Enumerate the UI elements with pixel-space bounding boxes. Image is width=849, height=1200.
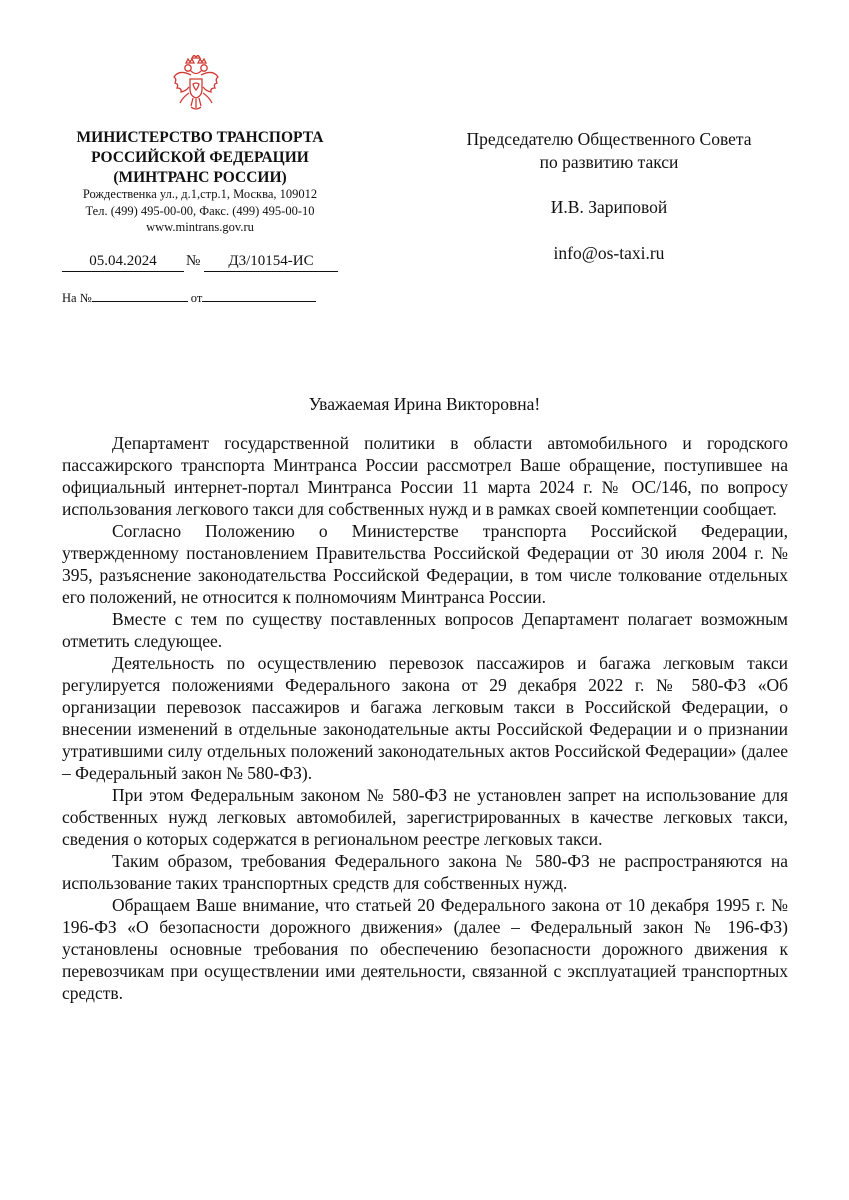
- ministry-line: РОССИЙСКОЙ ФЕДЕРАЦИИ: [91, 149, 309, 166]
- paragraph: Согласно Положению о Министерстве транспорта Российской Федерации, утвержденному постановлением Правительства Российской Федерации от 30 июля 2004 г. № 395, разъяснение законодательства Российской Федерации, в том числе толкование отдельных его положений, не относится к полномочиям Минтранса России.: [62, 521, 788, 607]
- ministry-name: [60, 128, 340, 188]
- addressee-block: [430, 128, 788, 264]
- reference-date-blank: [202, 289, 316, 302]
- addressee-position-cont: по развитию такси: [539, 151, 679, 172]
- ministry-line: (МИНТРАНС РОССИИ): [113, 169, 287, 186]
- reference-prefix: На №: [62, 291, 92, 305]
- number-sign: №: [186, 253, 201, 269]
- contact-address: Рождественка ул., д.1,стр.1, Москва, 109012: [82, 187, 318, 201]
- paragraph: Деятельность по осуществлению перевозок пассажиров и багажа легковым такси регулируется положениями Федерального закона от 29 декабря 2022 г. № 580-ФЗ «Об организации перевозок пассажиров и багажа легковым такси в Российской Федерации, о внесении изменений в отдельные законодательные акты Российской Федерации и о признании утратившими силу отдельных положений законодательных актов Российской Федерации» (далее – Федеральный закон № 580-ФЗ).: [62, 653, 788, 783]
- reference-line: [62, 289, 316, 306]
- greeting: Уважаемая Ирина Викторовна!: [308, 394, 541, 414]
- state-emblem-icon: [171, 55, 221, 117]
- paragraph: При этом Федеральным законом № 580-ФЗ не установлен запрет на использование для собственных нужд легковых автомобилей, зарегистрированных в качестве легковых такси, сведения о которых содержатся в региональном реестре легковых такси.: [62, 785, 788, 849]
- addressee-email: info@os-taxi.ru: [553, 242, 665, 263]
- registration-line: [62, 251, 342, 273]
- addressee-position: Председателю Общественного Совета: [466, 129, 752, 149]
- document-date: 05.04.2024: [62, 251, 184, 272]
- document-number: Д3/10154-ИС: [204, 251, 338, 272]
- paragraph: Таким образом, требования Федерального закона № 580-ФЗ не распространяются на использование таких транспортных средств для собственных нужд.: [62, 851, 788, 893]
- ministry-contacts: [50, 186, 350, 236]
- reference-from: от: [190, 291, 203, 305]
- paragraph: Департамент государственной политики в области автомобильного и городского пассажирского транспорта Минтранса России рассмотрел Ваше обращение, поступившее на официальный интернет-портал Минтранса России 11 марта 2024 г. № ОС/146, по вопросу использования легкового такси для собственных нужд и в рамках своей компетенции сообщает.: [62, 433, 788, 519]
- contact-phone: Тел. (499) 495-00-00, Факс. (499) 495-00-10: [85, 203, 315, 218]
- paragraph: Обращаем Ваше внимание, что статьей 20 Федерального закона от 10 декабря 1995 г. № 196-ФЗ «О безопасности дорожного движения» (далее – Федеральный закон № 196-ФЗ) установлены основные требования по обеспечению безопасности дорожного движения к перевозчикам при осуществлении ими деятельности, связанной с эксплуатацией транспортных средств.: [62, 895, 788, 1003]
- ministry-line: МИНИСТЕРСТВО ТРАНСПОРТА: [76, 129, 324, 146]
- paragraph: Вместе с тем по существу поставленных вопросов Департамент полагает возможным отметить следующее.: [62, 609, 788, 651]
- reference-number-blank: [92, 289, 188, 302]
- letter-body: [62, 432, 788, 1004]
- contact-website: www.mintrans.gov.ru: [146, 220, 254, 234]
- addressee-name: И.В. Зариповой: [550, 197, 668, 217]
